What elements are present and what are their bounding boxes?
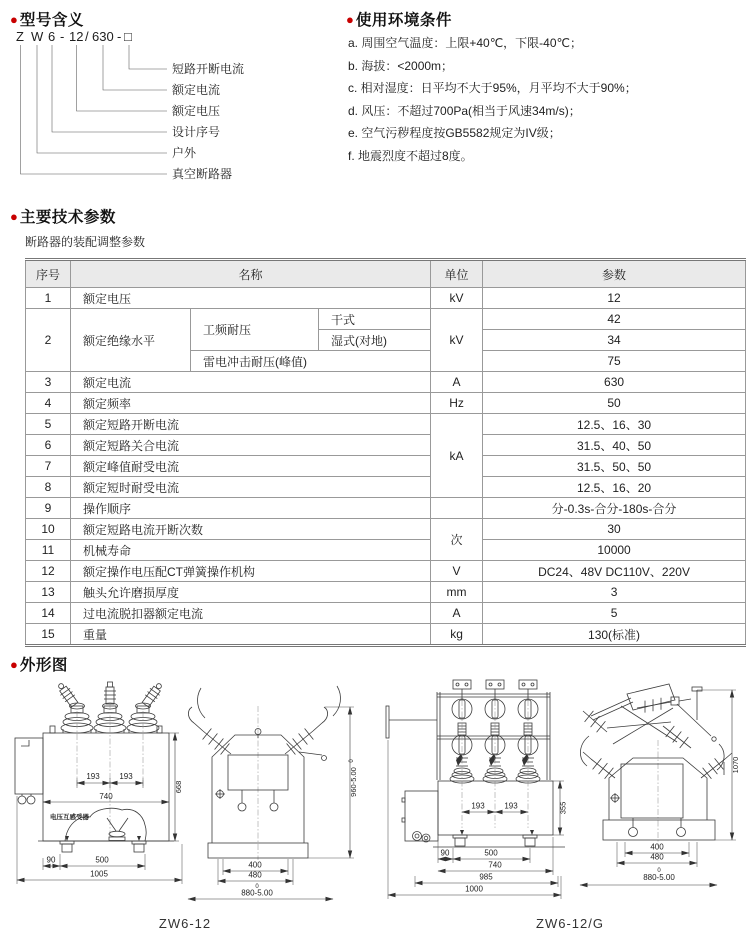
front-dimensions	[388, 740, 568, 899]
table-row	[26, 603, 746, 624]
table-row	[26, 435, 746, 456]
zw6-12g-side-view	[580, 684, 740, 885]
cell-value: 31.5、50、50	[483, 456, 746, 477]
env-item: c. 相对湿度：日平均不大于95%，月平均不大于90%；	[348, 81, 637, 96]
bushing-pole	[127, 681, 165, 733]
model-part: /	[85, 29, 89, 44]
cell-name: 额定绝缘水平	[71, 309, 191, 372]
model-label: 设计序号	[172, 125, 221, 139]
table-row	[26, 624, 746, 646]
model-label: 短路开断电流	[172, 62, 245, 76]
model-designation-diagram	[10, 27, 345, 185]
params-subtitle: 断路器的装配调整参数	[25, 235, 146, 249]
cell-subname: 雷电冲击耐压(峰值)	[191, 351, 431, 372]
cell-unit: kA	[431, 414, 483, 498]
cell-unit: kV	[431, 288, 483, 309]
model-section-title: 型号含义	[19, 12, 84, 29]
left-drawing-caption: ZW6-12	[158, 916, 212, 931]
env-item: a. 周围空气温度：上限+40℃，下限-40℃；	[348, 36, 582, 50]
cell-value: 12.5、16、20	[483, 477, 746, 498]
red-bullet-icon: ●	[10, 11, 18, 27]
cell-value: 34	[483, 330, 746, 351]
dim-tolerance: 0	[255, 884, 259, 890]
dim-label: 90	[46, 855, 56, 865]
dim-tolerance: 0	[349, 759, 355, 763]
cell-subname: 干式	[319, 309, 431, 330]
table-header-row	[26, 260, 746, 288]
cell-value: 30	[483, 519, 746, 540]
cell-no: 14	[26, 603, 71, 624]
zw6-12-side-view	[188, 686, 358, 899]
cell-name: 额定短路电流开断次数	[71, 519, 431, 540]
cell-value: 31.5、40、50	[483, 435, 746, 456]
cell-no: 9	[26, 498, 71, 519]
zw6-12g-outline-drawing	[375, 678, 750, 913]
cell-value: 12	[483, 288, 746, 309]
cell-no: 11	[26, 540, 71, 561]
table-row	[26, 519, 746, 540]
model-part: 6	[48, 29, 56, 44]
cell-name: 过电流脱扣器额定电流	[71, 603, 431, 624]
bushing-pole	[55, 681, 93, 733]
dim-label: 90	[440, 848, 450, 858]
cell-value: 130(标准)	[483, 624, 746, 646]
dim-tolerance: 0	[657, 868, 661, 874]
cell-subname: 湿式(对地)	[319, 330, 431, 351]
cell-name: 额定频率	[71, 393, 431, 414]
side-dimensions	[580, 690, 740, 885]
model-part: □	[124, 29, 132, 44]
cell-no: 7	[26, 456, 71, 477]
cell-name: 额定电压	[71, 288, 431, 309]
outline-section-header	[10, 653, 68, 675]
dim-label: 1005	[90, 869, 108, 879]
cell-value: 3	[483, 582, 746, 603]
red-bullet-icon: ●	[346, 11, 354, 27]
dim-label: 740	[99, 792, 113, 801]
dim-label: 1000	[465, 884, 483, 894]
table-row	[26, 561, 746, 582]
model-part: Z	[16, 29, 24, 44]
cell-name: 操作顺序	[71, 498, 431, 519]
dim-label: 400	[650, 842, 664, 852]
model-part: 630	[92, 29, 114, 44]
cell-value: 分-0.3s-合分-180s-合分	[483, 498, 746, 519]
cell-unit: V	[431, 561, 483, 582]
dim-label: 193	[504, 801, 518, 811]
dim-label: 668	[174, 780, 183, 794]
cell-value: 12.5、16、30	[483, 414, 746, 435]
base-and-feet	[38, 836, 174, 852]
red-bullet-icon: ●	[10, 208, 18, 224]
params-section-header	[10, 205, 116, 227]
callout-labels	[172, 61, 244, 181]
cell-name: 重量	[71, 624, 431, 646]
zw6-12-outline-drawing	[5, 678, 375, 913]
col-value: 参数	[483, 260, 746, 288]
col-name: 名称	[71, 260, 431, 288]
model-label: 额定电流	[172, 83, 221, 97]
cell-value: 630	[483, 372, 746, 393]
cell-subname: 工频耐压	[191, 309, 319, 351]
env-section-title: 使用环境条件	[355, 12, 452, 29]
model-part: -	[60, 29, 65, 44]
cell-unit: kg	[431, 624, 483, 646]
table-row	[26, 414, 746, 435]
table-row	[26, 498, 746, 519]
cell-name: 额定短时耐受电流	[71, 477, 431, 498]
cell-name: 额定电流	[71, 372, 431, 393]
dim-label: 193	[119, 772, 133, 781]
cell-unit: 次	[431, 519, 483, 561]
cell-value: 75	[483, 351, 746, 372]
col-no: 序号	[26, 260, 71, 288]
cell-name: 额定操作电压配CT弹簧操作机构	[71, 561, 431, 582]
cell-no: 15	[26, 624, 71, 646]
dim-label: 400	[248, 860, 262, 870]
params-section-title: 主要技术参数	[19, 209, 116, 226]
zw6-12-front-view	[15, 681, 183, 884]
cell-unit: A	[431, 603, 483, 624]
dim-label: 880-5.00	[241, 888, 273, 898]
env-condition-list	[348, 32, 637, 168]
table-row	[26, 582, 746, 603]
env-item: f. 地震烈度不超过8度。	[348, 148, 473, 163]
env-item: e. 空气污秽程度按GB5582规定为IV级；	[348, 126, 561, 141]
params-table	[25, 258, 746, 647]
base-and-feet	[433, 830, 565, 847]
cell-name: 额定短路开断电流	[71, 414, 431, 435]
dim-label: 960-5.00	[349, 767, 358, 797]
cell-name: 机械寿命	[71, 540, 431, 561]
table-row	[26, 540, 746, 561]
voltage-transformer-label: 电压互感受器	[50, 814, 89, 821]
cell-no: 2	[26, 309, 71, 372]
cell-name: 额定峰值耐受电流	[71, 456, 431, 477]
cell-value: DC24、48V DC110V、220V	[483, 561, 746, 582]
cell-unit: kV	[431, 309, 483, 372]
env-item: b. 海拔：<2000m；	[348, 58, 454, 73]
table-row	[26, 288, 746, 309]
cell-no: 12	[26, 561, 71, 582]
cell-name: 额定短路关合电流	[71, 435, 431, 456]
dim-label: 355	[558, 801, 568, 815]
table-row	[26, 372, 746, 393]
dim-label: 193	[86, 772, 100, 781]
cell-no: 8	[26, 477, 71, 498]
cell-no: 10	[26, 519, 71, 540]
cell-value: 50	[483, 393, 746, 414]
cell-value: 42	[483, 309, 746, 330]
cell-no: 13	[26, 582, 71, 603]
env-item: d. 风压：不超过700Pa(相当于风速34m/s)；	[348, 103, 581, 118]
dim-label: 740	[488, 860, 502, 870]
cell-no: 6	[26, 435, 71, 456]
model-part: W	[31, 29, 44, 44]
zw6-12g-front-view	[386, 680, 568, 899]
dim-label: 500	[95, 855, 109, 865]
cell-value: 5	[483, 603, 746, 624]
dim-label: 193	[471, 801, 485, 811]
outline-section-title: 外形图	[19, 657, 68, 674]
dim-label: 480	[248, 870, 262, 880]
model-label: 户外	[172, 146, 197, 160]
table-row	[26, 393, 746, 414]
cell-unit: A	[431, 372, 483, 393]
model-label: 真空断路器	[172, 167, 233, 181]
col-unit: 单位	[431, 260, 483, 288]
cell-name: 触头允许磨损厚度	[71, 582, 431, 603]
table-row	[26, 456, 746, 477]
model-label: 额定电压	[172, 104, 221, 118]
model-part: -	[117, 29, 122, 44]
right-drawing-caption: ZW6-12/G	[536, 916, 604, 931]
dim-label: 480	[650, 852, 664, 862]
model-code-text	[16, 29, 132, 44]
cell-no: 4	[26, 393, 71, 414]
red-bullet-icon: ●	[10, 656, 18, 672]
cell-unit-empty	[431, 498, 483, 519]
cell-value: 10000	[483, 540, 746, 561]
table-row	[26, 477, 746, 498]
cell-no: 1	[26, 288, 71, 309]
table-row	[26, 309, 746, 330]
cell-unit: mm	[431, 582, 483, 603]
model-part: 12	[69, 29, 84, 44]
cell-unit: Hz	[431, 393, 483, 414]
dim-label: 500	[484, 848, 498, 858]
env-section-header	[346, 8, 452, 30]
front-dimensions	[17, 733, 183, 884]
dim-label: 1070	[731, 756, 740, 774]
callout-lines	[21, 45, 168, 174]
cell-no: 3	[26, 372, 71, 393]
dim-label: 880-5.00	[643, 873, 675, 882]
cell-no: 5	[26, 414, 71, 435]
dim-label: 985	[479, 872, 493, 882]
